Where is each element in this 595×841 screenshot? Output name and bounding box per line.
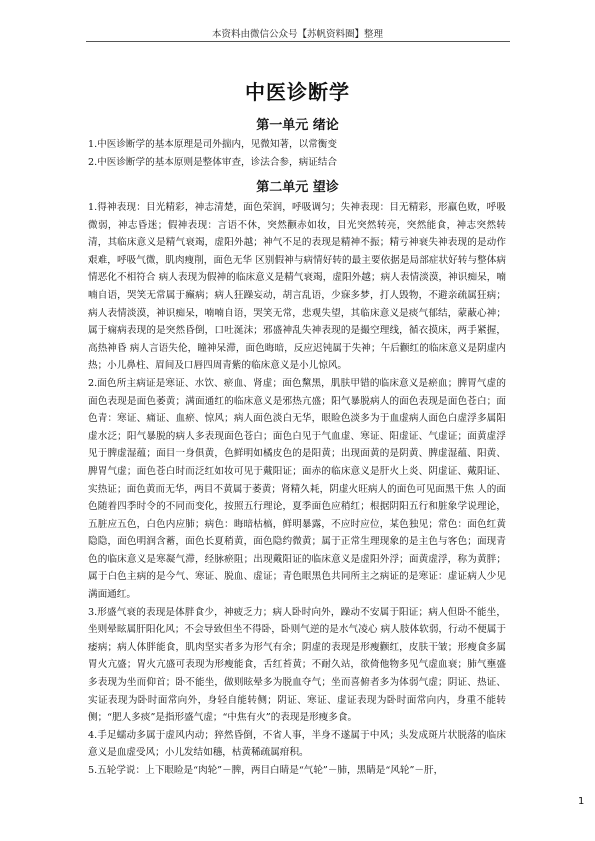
section-heading-unit-2: 第二单元 望诊 xyxy=(256,180,339,195)
unit-1-items xyxy=(88,136,506,171)
unit-2-paragraph: 3.形盛气衰的表现是体胖食少，神疲乏力；病人卧时向外，躁动不安属于阳证；病人但卧不能坐，坐则晕眩属肝阳化风；不会导致但坐不得卧，卧则气逆的是水气凌心 病人肢体软弱，行动不便属于痿病；病人体胖能食，肌肉坚实者多为形气有余；阴虚的表现是形瘦颧红，皮肤干皱；形瘦食多属胃火亢盛；胃火亢盛可表现为形瘦能食，舌红苔黄；不耐久站，欲倚他物多见气虚血衰；肺气壅盛多表现为坐而仰首；卧不能坐，做则眩晕多为脱血夺气；坐而喜俯者多为体弱气虚；阴证、热证、实证表现为卧时面常向外，身轻自能转侧；阴证、寒证、虚证表现为卧时面常向内，身重不能转侧；“肥人多痰”是指形盛气虚；“中焦有火”的表现是形瘦多食。 xyxy=(88,606,506,724)
unit-2-paragraph: 1.得神表现：目光精彩，神志清楚，面色荣润，呼吸调匀；失神表现：目无精彩，形羸色败，呼吸微弱，神志昏迷；假神表现：言语不休，突然颧赤如妆，目光突然转亮，突然能食，神志突然转清，其临床意义是精气衰竭，虚阳外越；神气不足的表现是精神不振；精亏神衰失神表现的是动作艰难，呼吸气微，肌肉瘦削，面色无华 区别假神与病情好转的最主要依据是局部症状好转与整体病情恶化不相符合 病人表现为假神的临床意义是精气衰竭，虚阳外越；病人表情淡漠，神识痴呆，喃喃自语，哭笑无常属于癫病；病人狂躁妄动，胡言乱语，少寐多梦，打人毁物，不避亲疏属狂病；病人表情淡漠，神识痴呆，喃喃自语，哭笑无常，悲观失望，其临床意义是痰气郁结，蒙蔽心神；属于痫病表现的是突然昏倒，口吐涎沫；邪盛神乱失神表现的是撮空理线，循衣摸床，两手紧握，高热神昏 病人言语失伦，瞳神呆滞，面色晦暗，反应迟钝属于失神；午后颧红的临床意义是阴虚内热；小儿鼻柱、眉间及口唇四周青紫的临床意义是小儿惊风。 xyxy=(88,202,506,372)
page-title: 中医诊断学 xyxy=(245,80,350,104)
unit-2-paragraph: 4.手足蠕动多属于虚风内动；猝然昏倒，不省人事，半身不遂属于中风；头发成斑片状脱落的临床意义是血虚受风；小儿发结如穗，枯黄稀疏属疳积。 xyxy=(88,729,506,759)
header-rule xyxy=(86,41,510,42)
page-number: 1 xyxy=(578,796,585,807)
unit-1-item: 2.中医诊断学的基本原则是整体审查，诊法合参，病证结合 xyxy=(88,156,337,168)
page-header: 本资料由微信公众号【苏帆资料圈】整理 xyxy=(211,29,383,40)
section-heading-unit-1: 第一单元 绪论 xyxy=(256,118,339,133)
unit-1-item: 1.中医诊断学的基本原理是司外揣内，见微知著，以常衡变 xyxy=(88,139,337,150)
unit-2-paragraph: 5.五轮学说：上下眼睑是“肉轮”－脾，两目白睛是“气轮”－肺，黑睛是“风轮”－肝， xyxy=(88,765,444,776)
unit-2-paragraph: 2.面色所主病证是寒证、水饮、瘀血、肾虚；面色黧黑，肌肤甲错的临床意义是瘀血；脾胃气虚的面色表现是面色萎黄；满面通红的临床意义是邪热亢盛；阳气暴脱病人的面色表现是面色苍白；面色青：寒证、痛证、血瘀、惊风；病人面色淡白无华，眼睑色淡多为于血虚病人面色白虚浮多属阳虚水泛；阳气暴脱的病人多表现面色苍白；面色白见于气血虚、寒证、阳虚证、气虚证；面黄虚浮见于脾虚湿蕴；面目一身俱黄，色鲜明如橘皮色的是阳黄；出现面黄的是阴黄、脾虚湿蕴、阳黄、脾胃气虚；面色苍白时而泛红如妆可见于戴阳证；面赤的临床意义是肝火上炎、阴虚证、戴阳证、实热证；面色黄而无华，两目不黄属于萎黄；肾精久耗，阴虚火旺病人的面色可见面黑干焦 人的面色随着四季时令的不同而变化，按照五行理论，夏季面色应稍红；根据阴阳五行和脏象学说理论，五脏应五色，白色内应肺；病色：晦暗枯槁，鲜明暴露，不应时应位，某色独见；常色：面色红黄隐隐，面色明润含蓄，面色长夏稍黄，面色隐约微黄；属于正常生理现象的是主色与客色；面现青色的临床意义是寒凝气滞，经脉瘀阻；出现戴阳证的临床意义是虚阳外浮；面黄虚浮，称为黄胖；属于白色主病的是今气、寒证、脱血、虚证；青色眼黑色共同所主之病证的是寒证：虚证病人少见满面通红。 xyxy=(88,377,506,601)
unit-2-body xyxy=(88,199,506,780)
